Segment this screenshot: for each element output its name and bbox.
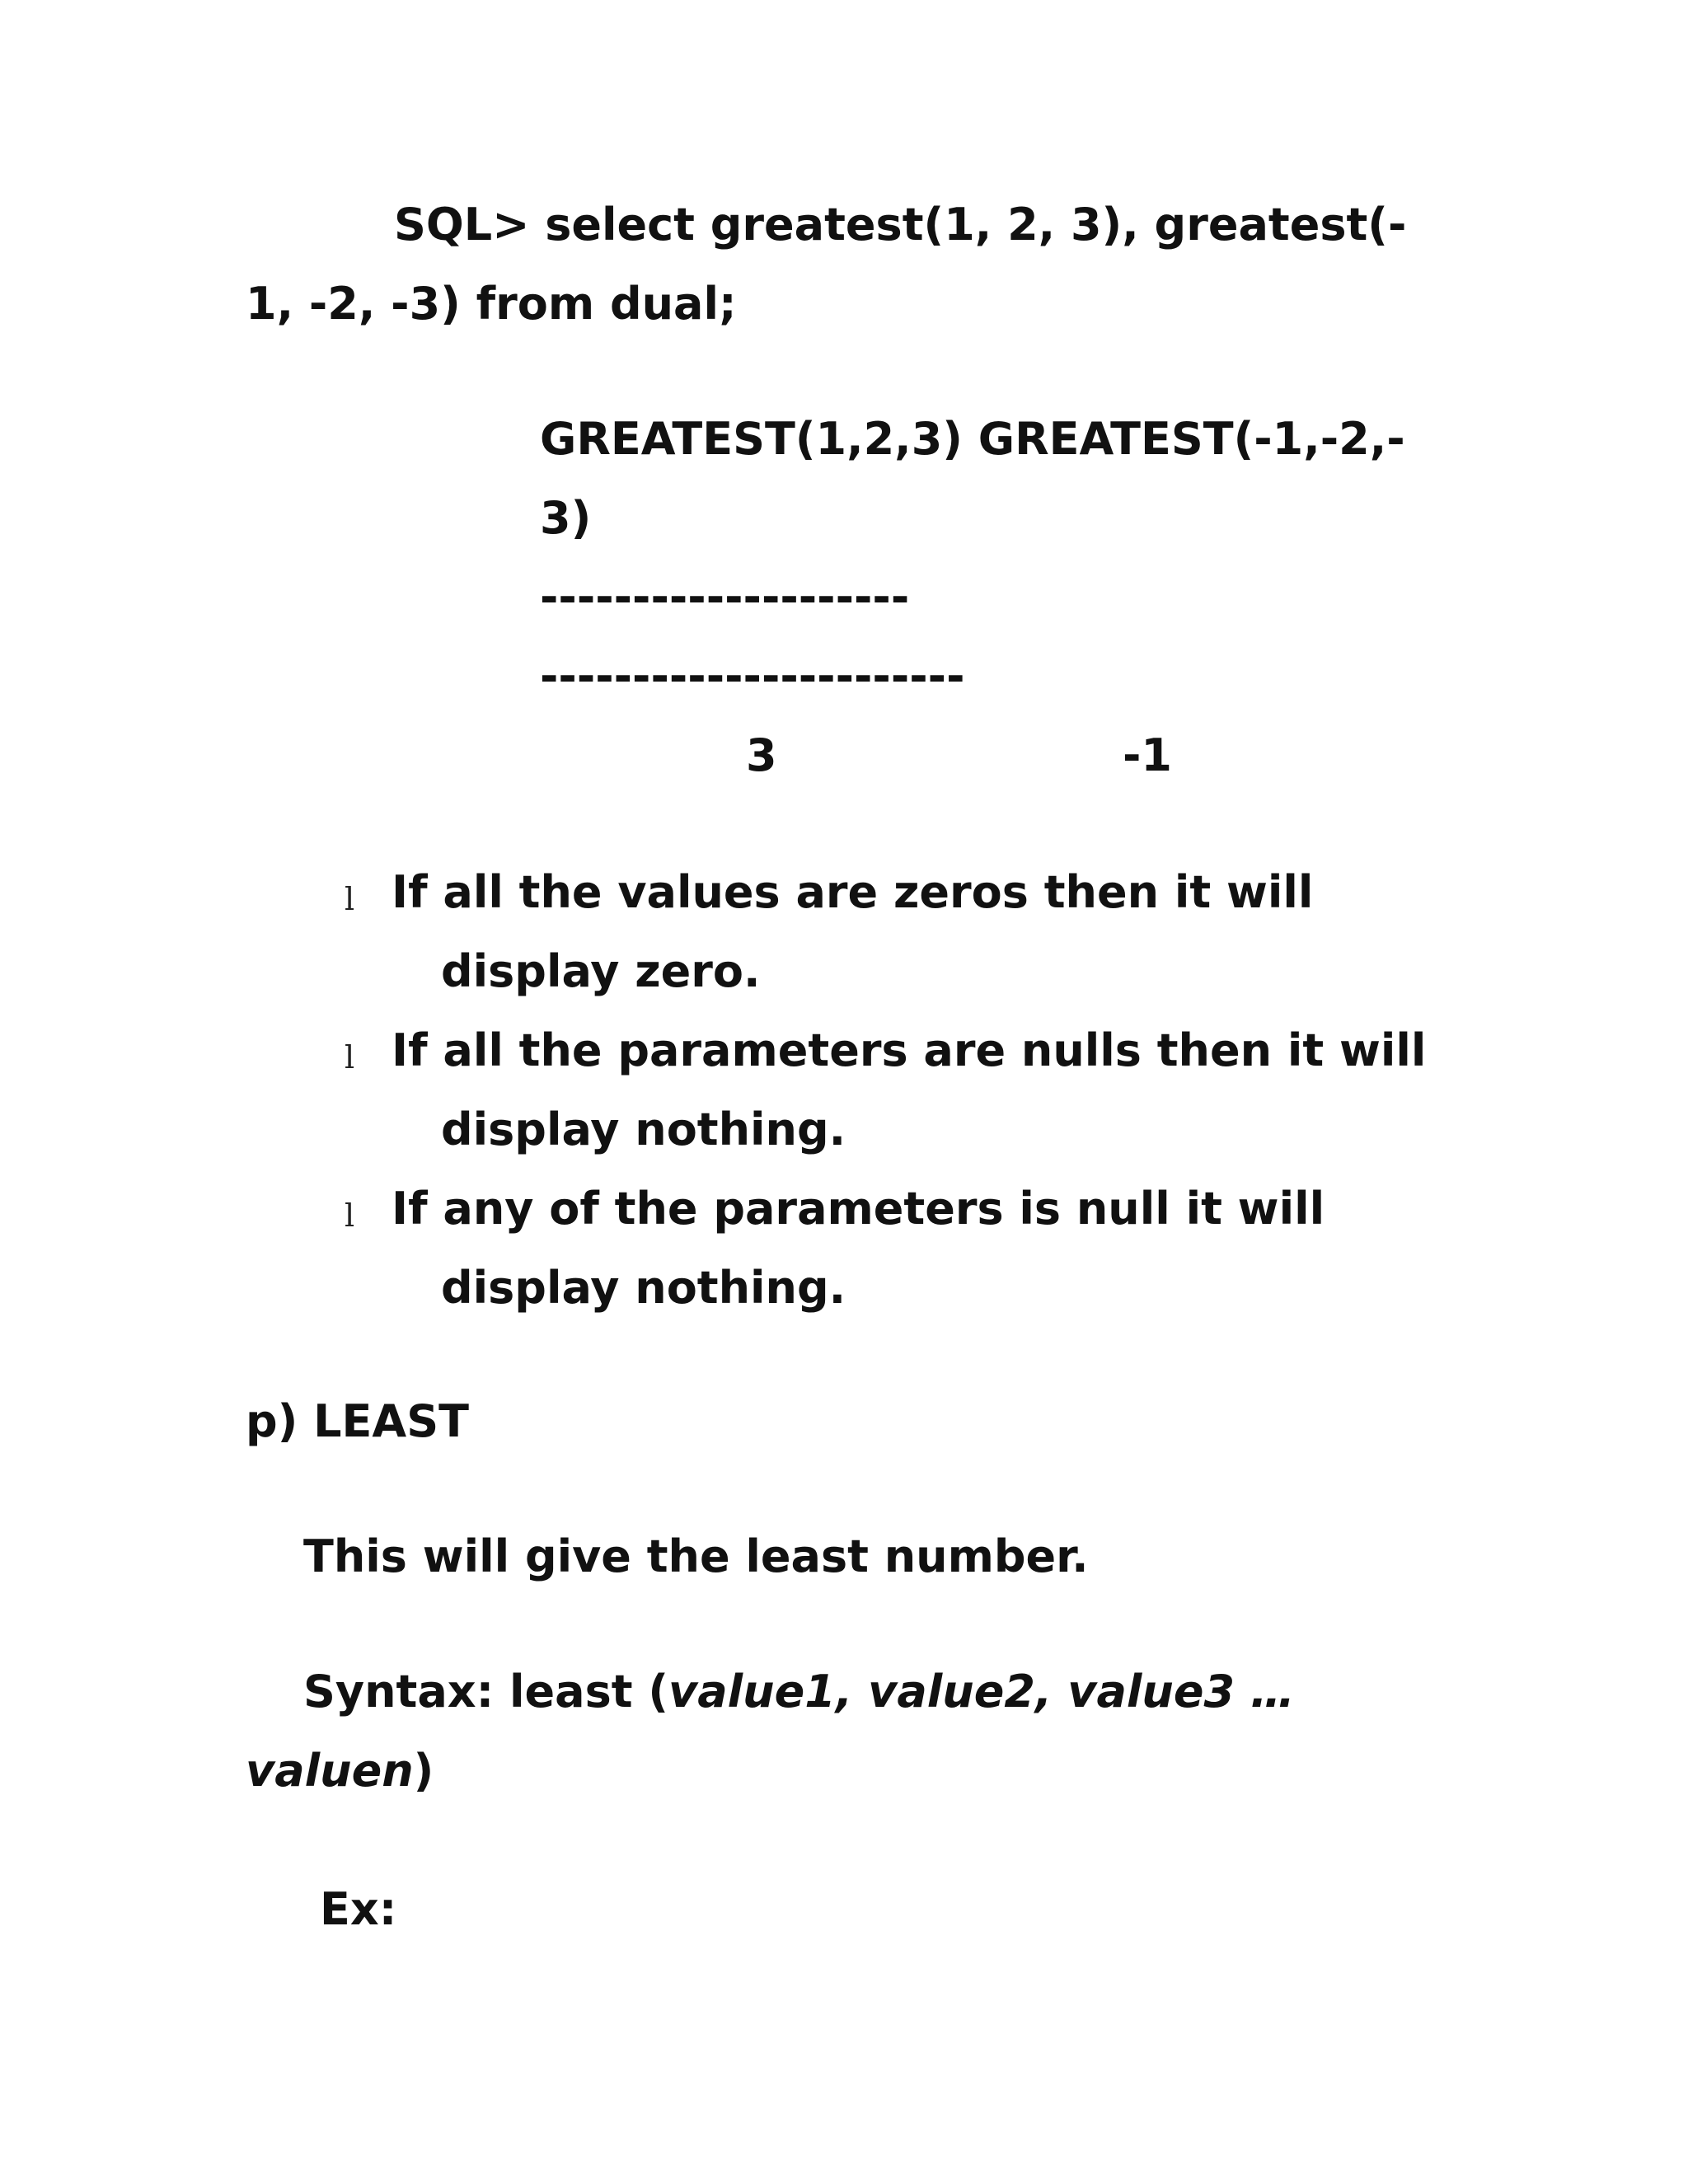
note-line-1: If all the parameters are nulls then it will [392,1024,1427,1076]
note-line-1: If any of the parameters is null it will [392,1183,1325,1235]
note-line-2: display nothing. [441,1262,846,1314]
sql-query-line-1: SQL> select greatest(1, 2, 3), greatest(- [394,199,1407,251]
section-description: This will give the least number. [303,1530,1089,1582]
syntax-args-end: valuen [246,1745,414,1797]
syntax-suffix: ) [413,1745,434,1797]
syntax-line-1 [303,1666,1295,1718]
example-label: Ex: [320,1883,397,1935]
syntax-line-2 [246,1745,434,1797]
note-line-1: If all the values are zeros then it will [392,866,1314,918]
sql-query-line-2: 1, -2, -3) from dual; [246,278,737,330]
result-header-line-2: 3) [540,492,592,544]
bullet-icon: l [345,1197,355,1234]
result-header-line-1: GREATEST(1,2,3) GREATEST(-1,-2,- [540,413,1405,465]
section-heading: p) LEAST [246,1395,469,1447]
result-separator-2: ----------------------- [540,650,965,702]
result-value-greatest-positive: 3 [746,729,777,781]
bullet-icon: l [345,1039,355,1076]
result-value-greatest-negative: -1 [1123,729,1172,781]
bullet-icon: l [345,881,355,917]
syntax-args: value1, value2, value3 … [668,1666,1295,1718]
note-line-2: display zero. [441,945,761,997]
syntax-prefix: Syntax: least ( [303,1666,669,1718]
note-line-2: display nothing. [441,1104,846,1155]
result-separator-1: -------------------- [540,571,910,623]
